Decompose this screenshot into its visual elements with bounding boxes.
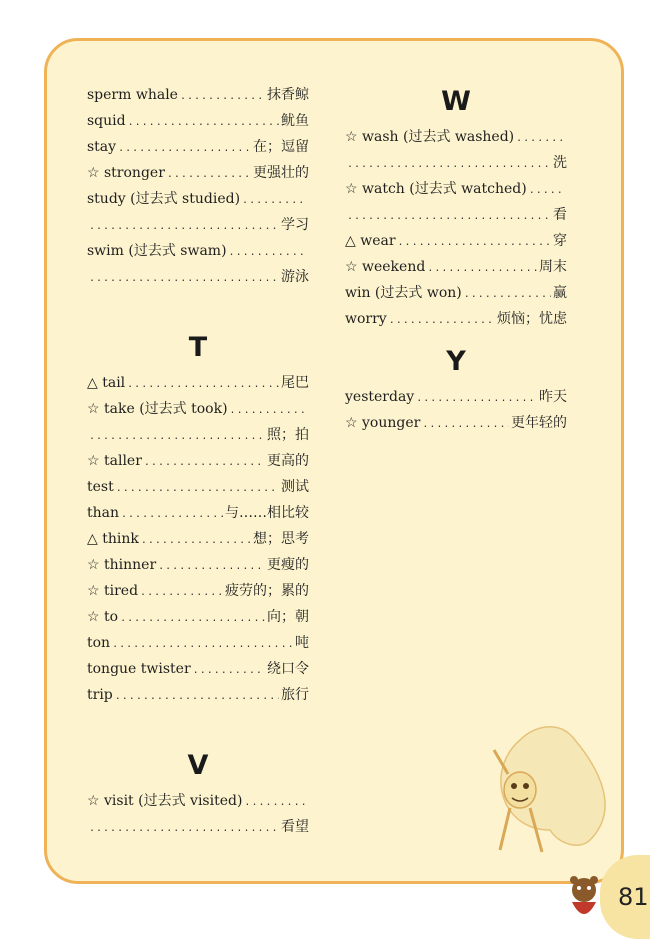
glossary-entry [87, 238, 309, 264]
glossary-entry [345, 254, 567, 280]
entry-term: ☆ stronger [87, 165, 165, 181]
entry-term: ☆ take (过去式 took) [87, 401, 228, 417]
glossary-entry [345, 124, 567, 150]
leader-dots [89, 424, 265, 450]
entry-meaning: 抹香鲸 [267, 87, 309, 103]
entry-term: sperm whale [87, 87, 178, 103]
leader-dots [416, 386, 537, 412]
leader-dots [112, 632, 293, 658]
glossary-entry [87, 396, 309, 422]
leader-dots [128, 110, 279, 136]
squirrel-illustration [480, 680, 630, 860]
entry-meaning: 尾巴 [281, 375, 309, 391]
entry-meaning: 向；朝 [267, 609, 309, 625]
entry-term: △ think [87, 531, 139, 547]
leader-dots [229, 240, 307, 266]
section-y [345, 384, 567, 436]
entry-meaning: 昨天 [539, 389, 567, 405]
glossary-entry [87, 422, 309, 448]
right-column [345, 80, 567, 436]
entry-meaning: 照；拍 [267, 427, 309, 443]
glossary-entry [87, 134, 309, 160]
entry-meaning: 游泳 [281, 269, 309, 285]
glossary-entry [87, 578, 309, 604]
leader-dots [141, 528, 251, 554]
section-s-tail [87, 82, 309, 290]
entry-meaning: 鱿鱼 [281, 113, 309, 129]
leader-dots [140, 580, 223, 606]
entry-meaning: 更高的 [267, 453, 309, 469]
leader-dots [121, 502, 223, 528]
leader-dots [89, 266, 279, 292]
entry-meaning: 想；思考 [253, 531, 309, 547]
glossary-entry [87, 788, 309, 814]
entry-meaning: 在；逗留 [253, 139, 309, 155]
glossary-entry [345, 306, 567, 332]
leader-dots [193, 658, 265, 684]
entry-meaning: 穿 [553, 233, 567, 249]
leader-dots [464, 282, 551, 308]
glossary-entry [87, 474, 309, 500]
section-letter-y: Y [446, 346, 466, 377]
leader-dots [398, 230, 551, 256]
mascot-icon [562, 868, 606, 928]
section-t [87, 370, 309, 708]
glossary-entry [87, 656, 309, 682]
entry-meaning: 测试 [281, 479, 309, 495]
page-number: 81 [618, 883, 649, 911]
section-letter-w: W [441, 86, 471, 117]
entry-term: ☆ weekend [345, 259, 426, 275]
entry-meaning: 洗 [553, 155, 567, 171]
entry-term: ☆ to [87, 609, 119, 625]
glossary-entry [87, 448, 309, 474]
leader-dots [89, 214, 279, 240]
entry-term: than [87, 505, 120, 521]
entry-term: win (过去式 won) [345, 285, 462, 301]
leader-dots [180, 84, 265, 110]
glossary-entry [87, 264, 309, 290]
entry-meaning: 烦恼；忧虑 [497, 311, 567, 327]
leader-dots [427, 256, 537, 282]
section-v [87, 788, 309, 840]
glossary-entry [345, 228, 567, 254]
entry-term: ☆ watch (过去式 watched) [345, 181, 527, 197]
leader-dots [89, 816, 279, 842]
entry-meaning: 看望 [281, 819, 309, 835]
entry-meaning: 与……相比较 [225, 505, 309, 521]
glossary-entry [87, 526, 309, 552]
glossary-entry [87, 552, 309, 578]
entry-meaning: 更强壮的 [253, 165, 309, 181]
glossary-entry [87, 160, 309, 186]
entry-term: trip [87, 687, 113, 703]
entry-term: ☆ visit (过去式 visited) [87, 793, 243, 809]
glossary-entry [345, 150, 567, 176]
glossary-entry [87, 500, 309, 526]
leader-dots [347, 204, 551, 230]
entry-meaning: 更瘦的 [267, 557, 309, 573]
leader-dots [158, 554, 265, 580]
entry-meaning: 更年轻的 [511, 415, 567, 431]
leader-dots [167, 162, 251, 188]
entry-meaning: 吨 [295, 635, 309, 651]
entry-term: stay [87, 139, 117, 155]
glossary-entry [87, 186, 309, 212]
entry-term: ☆ younger [345, 415, 421, 431]
glossary-entry [345, 384, 567, 410]
glossary-entry [87, 370, 309, 396]
leader-dots [116, 476, 279, 502]
section-w [345, 124, 567, 332]
entry-term: squid [87, 113, 126, 129]
entry-term: △ wear [345, 233, 396, 249]
glossary-entry [87, 82, 309, 108]
leader-dots [230, 398, 307, 424]
leader-dots [422, 412, 509, 438]
glossary-entry [345, 202, 567, 228]
leader-dots [389, 308, 495, 334]
entry-term: △ tail [87, 375, 126, 391]
entry-term: ton [87, 635, 111, 651]
entry-meaning: 周末 [539, 259, 567, 275]
glossary-entry [87, 604, 309, 630]
glossary-entry [87, 814, 309, 840]
glossary-entry [87, 682, 309, 708]
leader-dots [516, 126, 565, 152]
entry-term: ☆ thinner [87, 557, 157, 573]
entry-term: worry [345, 311, 387, 327]
leader-dots [115, 684, 279, 710]
entry-meaning: 学习 [281, 217, 309, 233]
leader-dots [144, 450, 265, 476]
entry-term: yesterday [345, 389, 415, 405]
section-letter-v: V [187, 750, 209, 781]
glossary-entry [87, 108, 309, 134]
leader-dots [127, 372, 279, 398]
entry-meaning: 绕口令 [267, 661, 309, 677]
glossary-entry [345, 410, 567, 436]
entry-term: ☆ tired [87, 583, 139, 599]
leader-dots [347, 152, 551, 178]
entry-meaning: 疲劳的；累的 [225, 583, 309, 599]
entry-term: study (过去式 studied) [87, 191, 241, 207]
leader-dots [244, 790, 307, 816]
left-column [87, 82, 309, 840]
entry-meaning: 赢 [553, 285, 567, 301]
glossary-entry [87, 630, 309, 656]
entry-term: ☆ wash (过去式 washed) [345, 129, 515, 145]
glossary-entry [345, 176, 567, 202]
leader-dots [242, 188, 307, 214]
entry-meaning: 看 [553, 207, 567, 223]
section-letter-t: T [188, 332, 208, 363]
leader-dots [118, 136, 251, 162]
entry-term: ☆ taller [87, 453, 142, 469]
glossary-entry [87, 212, 309, 238]
entry-meaning: 旅行 [281, 687, 309, 703]
leader-dots [120, 606, 265, 632]
glossary-entry [345, 280, 567, 306]
entry-term: tongue twister [87, 661, 191, 677]
leader-dots [529, 178, 565, 204]
entry-term: test [87, 479, 114, 495]
entry-term: swim (过去式 swam) [87, 243, 227, 259]
